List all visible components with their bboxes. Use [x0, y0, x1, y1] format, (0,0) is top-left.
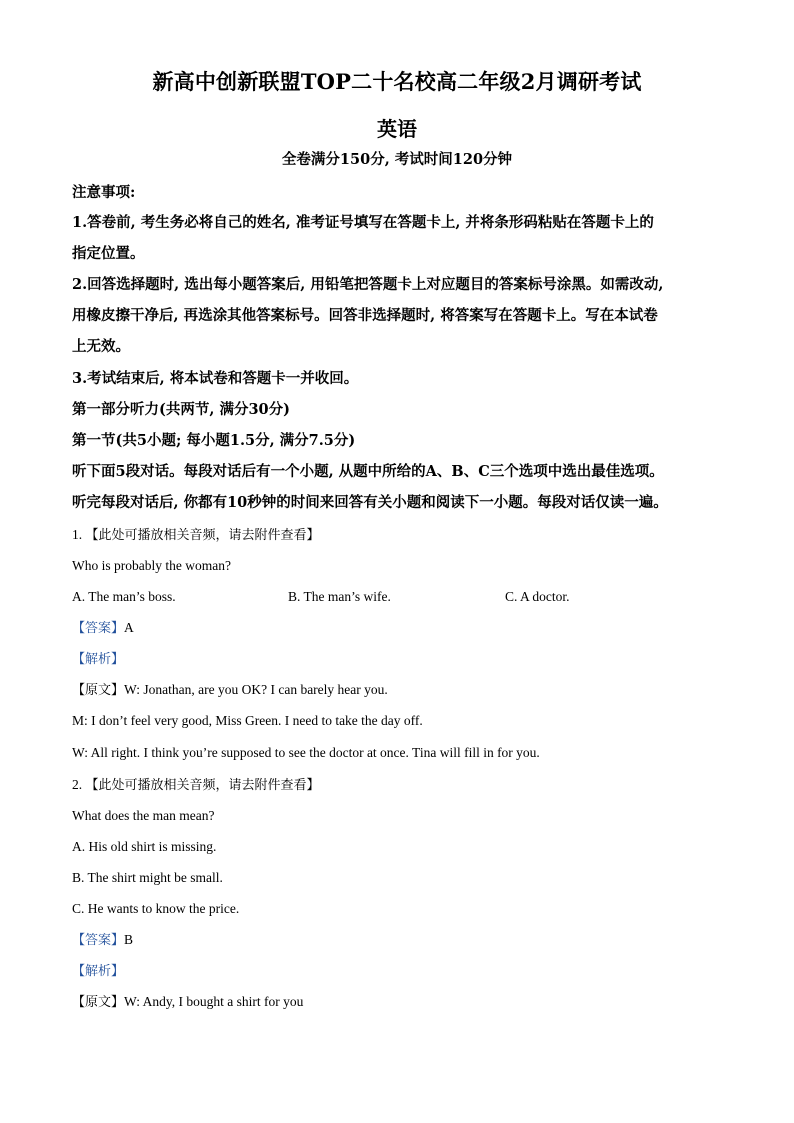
- q1-dialogue-3: W: All right. I think you’re supposed to see the doctor at once. Tina will fill in for you.: [72, 745, 540, 760]
- q1-option-b: B. The man’s wife.: [288, 589, 391, 604]
- q2-dialogue-1: W: Andy, I bought a shirt for you: [124, 994, 304, 1009]
- q2-original-line-1: [72, 993, 303, 1012]
- part1-heading: 第一部分听力(共两节, 满分30分): [72, 401, 290, 418]
- q1-audio-link[interactable]: 【此处可播放相关音频，请去附件查看】: [85, 528, 320, 543]
- q2-option-b: B. The shirt might be small.: [72, 870, 223, 885]
- q1-answer: [72, 619, 134, 638]
- q2-answer: [72, 931, 133, 950]
- subject-title: 英语: [377, 117, 417, 141]
- q2-original-tag: 【原文】: [72, 995, 125, 1010]
- q1-answer-tag: 【答案】: [72, 621, 125, 636]
- q2-header: [72, 776, 320, 795]
- exam-title: 新高中创新联盟TOP二十名校高二年级2月调研考试: [152, 69, 642, 94]
- q1-option-c: C. A doctor.: [505, 589, 570, 604]
- q2-answer-value: B: [124, 932, 134, 947]
- instructions-line-2: 听完每段对话后, 你都有10秒钟的时间来回答有关小题和阅读下一小题。每段对话仅读一遍。: [72, 494, 668, 511]
- notice-line-1b: 指定位置。: [72, 245, 145, 262]
- instructions-line-1: 听下面5段对话。每段对话后有一个小题, 从题中所给的A、B、C三个选项中选出最佳选项。: [72, 463, 664, 480]
- q1-analysis-tag: 【解析】: [72, 652, 125, 667]
- q1-original-line-1: [72, 681, 388, 700]
- q1-number: 1.: [72, 527, 86, 542]
- notice-line-2b: 用橡皮擦干净后, 再选涂其他答案标号。回答非选择题时, 将答案写在答题卡上。写在本试卷: [72, 307, 658, 324]
- q2-number: 2.: [72, 777, 86, 792]
- notice-line-2c: 上无效。: [72, 338, 130, 355]
- q1-answer-value: A: [124, 620, 134, 635]
- q1-question: Who is probably the woman?: [72, 558, 231, 573]
- notice-line-3: 3.考试结束后, 将本试卷和答题卡一并收回。: [72, 370, 359, 387]
- q1-option-a: A. The man’s boss.: [72, 589, 176, 604]
- q1-analysis: [72, 650, 124, 669]
- q1-dialogue-2: M: I don’t feel very good, Miss Green. I need to take the day off.: [72, 713, 423, 728]
- q2-option-c: C. He wants to know the price.: [72, 901, 240, 916]
- q2-question: What does the man mean?: [72, 808, 215, 823]
- notice-line-1: 1.答卷前, 考生务必将自己的姓名, 准考证号填写在答题卡上, 并将条形码粘贴在答题卡上的: [72, 214, 654, 231]
- q1-header: [72, 526, 320, 545]
- score-time: 全卷满分150分, 考试时间120分钟: [281, 151, 513, 168]
- notice-heading: 注意事项:: [72, 184, 136, 201]
- q2-option-a: A. His old shirt is missing.: [72, 839, 217, 854]
- q2-answer-tag: 【答案】: [72, 933, 125, 948]
- q2-analysis-tag: 【解析】: [72, 964, 125, 979]
- q2-audio-link[interactable]: 【此处可播放相关音频，请去附件查看】: [85, 778, 320, 793]
- q2-analysis: [72, 962, 124, 981]
- q1-original-tag: 【原文】: [72, 683, 125, 698]
- notice-line-2: 2.回答选择题时, 选出每小题答案后, 用铅笔把答题卡上对应题目的答案标号涂黑。如需改动,: [72, 276, 664, 293]
- q1-dialogue-1: W: Jonathan, are you OK? I can barely hear you.: [124, 682, 388, 697]
- section1-heading: 第一节(共5小题; 每小题1.5分, 满分7.5分): [72, 432, 356, 449]
